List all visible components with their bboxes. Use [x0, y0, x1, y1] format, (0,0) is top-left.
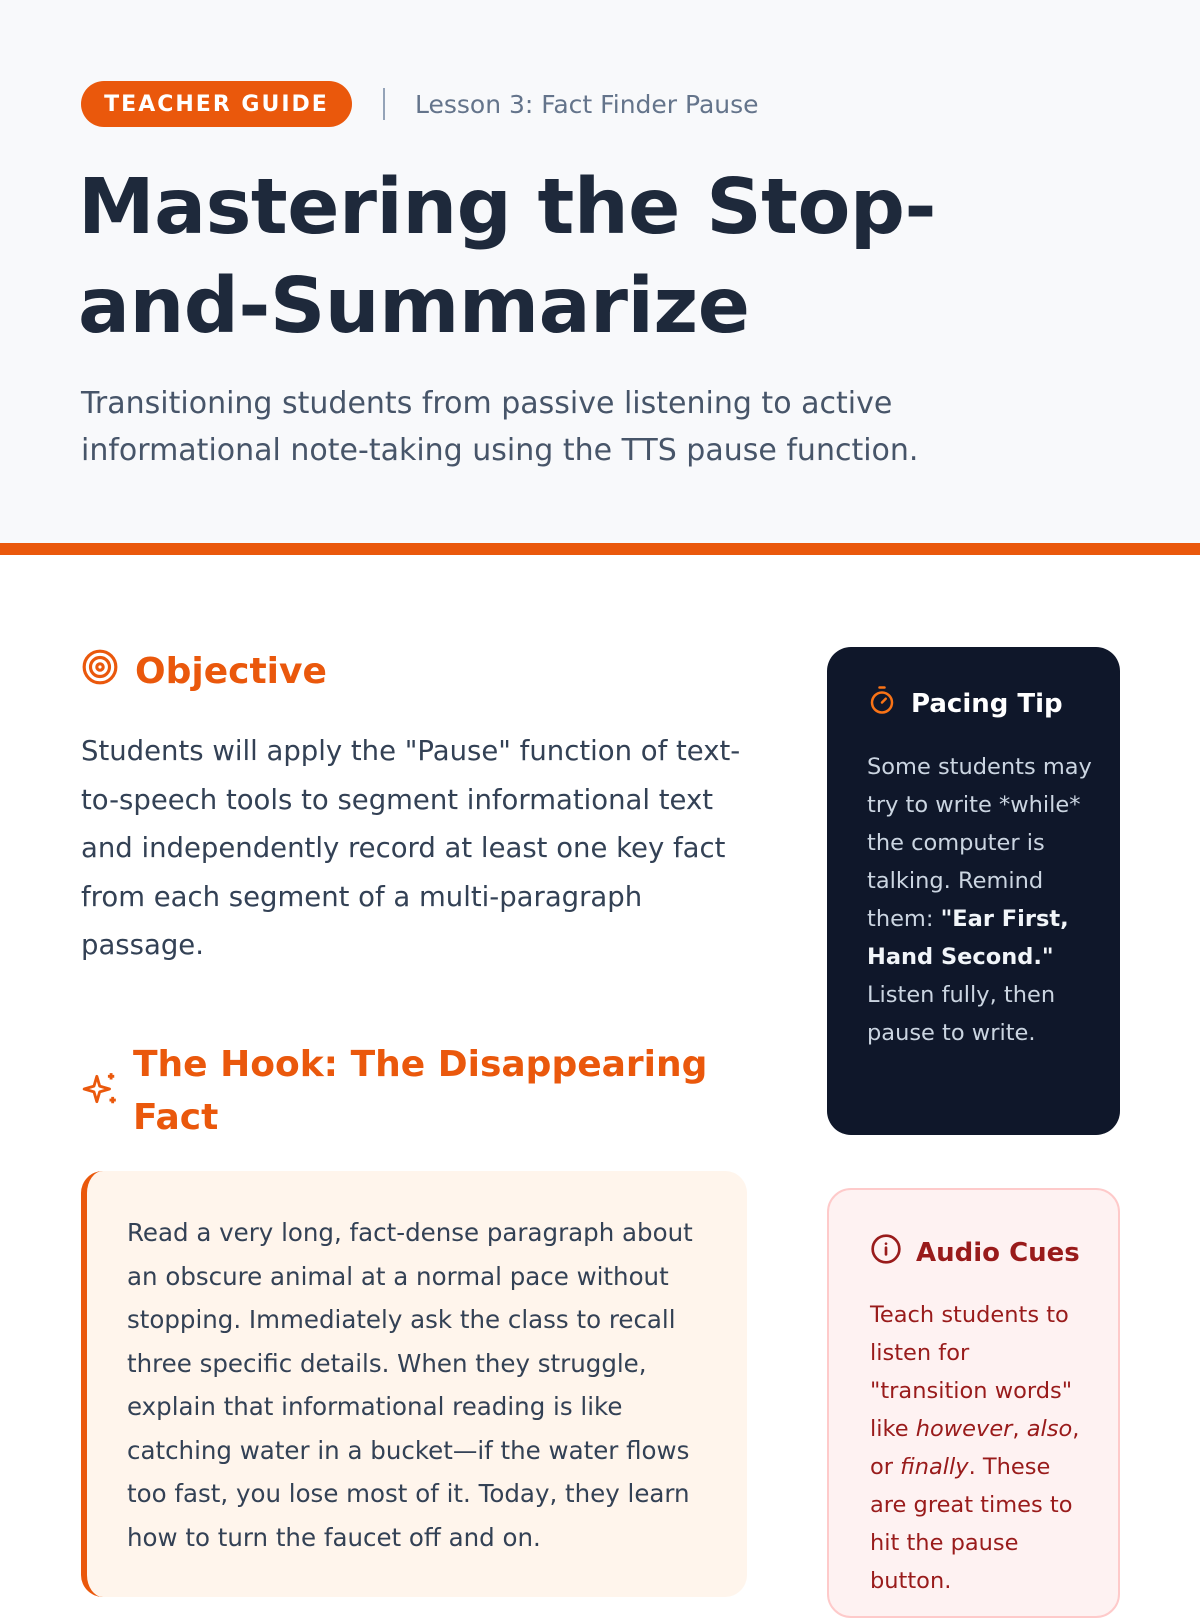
- badge-row: [81, 81, 759, 127]
- objective-heading: [81, 648, 327, 695]
- lesson-label: Lesson 3: Fact Finder Pause: [415, 89, 759, 119]
- pacing-tip-title: Pacing Tip: [911, 688, 1063, 719]
- audio-cues-card: [827, 1188, 1120, 1618]
- transition-word-however: however: [915, 1416, 1013, 1442]
- audio-cues-sep-2: , or: [870, 1416, 1080, 1480]
- teacher-guide-badge: TEACHER GUIDE: [81, 81, 352, 127]
- header-divider: [383, 88, 385, 120]
- pacing-tip-text-start: Some students may try to write *while* the computer is talking. Remind them:: [867, 754, 1092, 932]
- page-subtitle: [81, 380, 1001, 474]
- transition-word-finally: finally: [900, 1454, 969, 1480]
- hook-heading: [81, 1038, 751, 1144]
- hero-header: [0, 0, 1200, 555]
- audio-cues-text-start: Teach students to listen for "transition words" like: [870, 1302, 1073, 1442]
- transition-word-also: also: [1026, 1416, 1073, 1442]
- audio-cues-heading: [870, 1233, 1090, 1272]
- pacing-tip-card: [827, 647, 1120, 1135]
- audio-cues-text-end: . These are great times to hit the pause button.: [870, 1454, 1073, 1594]
- hook-text: Read a very long, fact-dense paragraph about an obscure animal at a normal pace without stopping. Immediately ask the class to recall three specific details. When they struggle, explain that informational reading is like catching water in a bucket—if the water flows too fast, you lose most of it. Today, they learn how to turn the faucet off and on.: [127, 1218, 693, 1552]
- audio-cues-text: [870, 1296, 1090, 1600]
- subtitle-line-1: Transitioning students from passive listening to active: [81, 386, 893, 421]
- sparkles-icon: [81, 1070, 119, 1112]
- audio-cues-title: Audio Cues: [916, 1237, 1080, 1268]
- pacing-tip-text-end: Listen fully, then pause to write.: [867, 982, 1056, 1046]
- audio-cues-sep-1: ,: [1012, 1416, 1027, 1442]
- subtitle-line-2: informational note-taking using the TTS pause function.: [81, 433, 919, 468]
- hook-callout: [81, 1171, 747, 1597]
- info-icon: [870, 1233, 902, 1272]
- title-line-2: and-Summarize: [78, 262, 750, 351]
- page-title: [78, 158, 1078, 356]
- pacing-tip-text: [867, 748, 1092, 1052]
- stopwatch-icon: [867, 685, 897, 722]
- objective-text: Students will apply the "Pause" function of text-to-speech tools to segment informational text and independently record at least one key fact from each segment of a multi-paragraph passage.: [81, 735, 741, 961]
- objective-title: Objective: [135, 651, 327, 692]
- title-line-1: Mastering the Stop-: [78, 163, 936, 252]
- pacing-tip-emphasis: "Ear First, Hand Second.": [867, 906, 1069, 970]
- pacing-tip-heading: [867, 685, 1090, 722]
- target-icon: [81, 648, 119, 695]
- hook-title: The Hook: The Disappearing Fact: [133, 1044, 708, 1138]
